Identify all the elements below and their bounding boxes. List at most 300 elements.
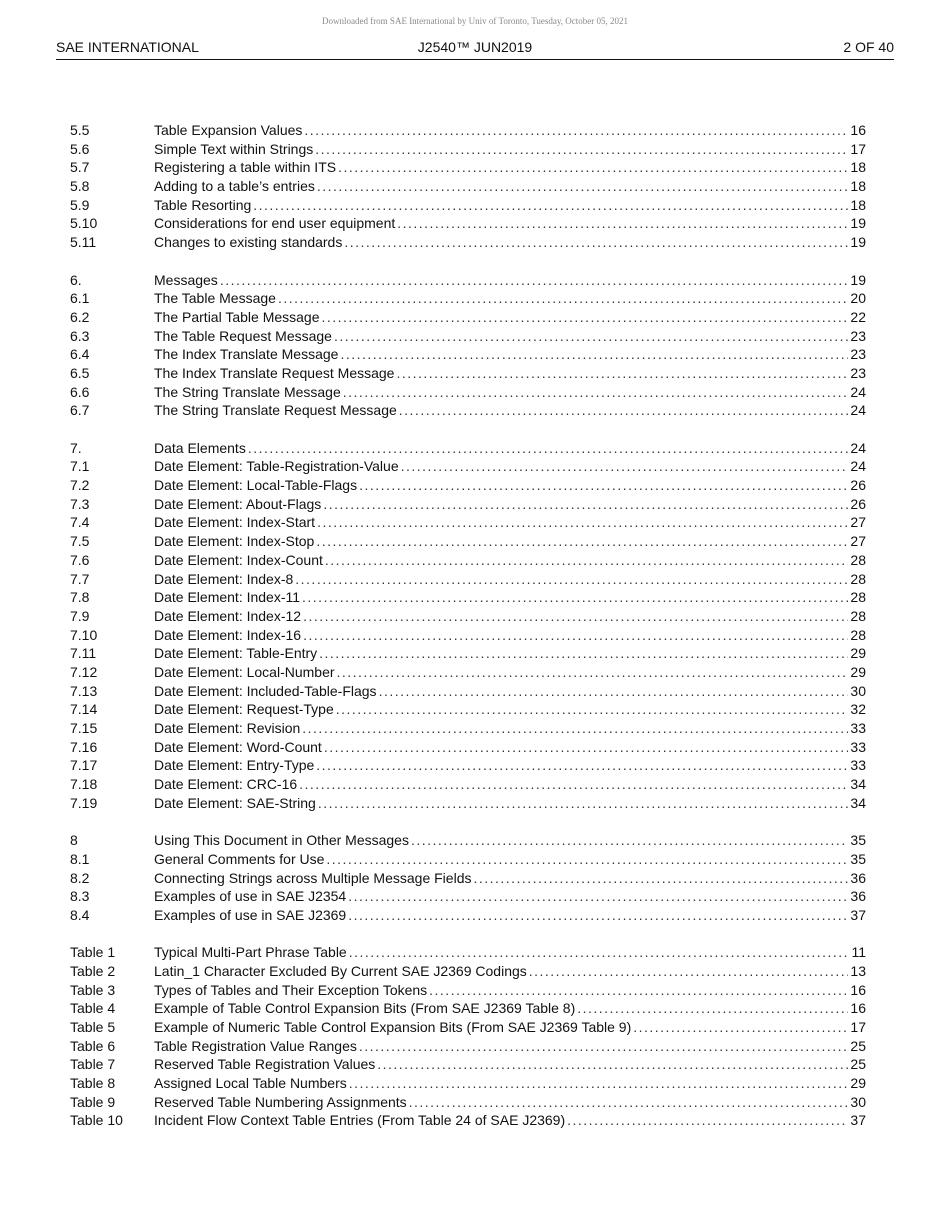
toc-entry-page: 26 [850, 495, 866, 512]
toc-entry[interactable] [70, 887, 866, 906]
toc-leader-dots [315, 140, 848, 159]
toc-entry-page: 20 [850, 290, 866, 307]
toc-entry-number: Table 10 [70, 1112, 123, 1129]
toc-entry-title: Date Element: Revision [154, 720, 301, 736]
header-page-number: 2 OF 40 [843, 39, 894, 55]
toc-entry-number: 7.2 [70, 477, 90, 494]
toc-entry[interactable] [70, 345, 866, 364]
toc-leader-dots [319, 644, 848, 663]
toc-entry[interactable] [70, 457, 866, 476]
toc-entry-page: 24 [850, 383, 866, 400]
toc-entry-page: 26 [850, 477, 866, 494]
toc-entry-page: 30 [850, 1093, 866, 1110]
toc-entry[interactable] [70, 439, 866, 458]
toc-entry[interactable] [70, 850, 866, 869]
toc-entry-title: Date Element: Included-Table-Flags [154, 682, 377, 699]
toc-entry-title: Typical Multi-Part Phrase Table [154, 944, 347, 961]
toc-leader-dots [359, 1037, 849, 1056]
toc-entry[interactable] [70, 308, 866, 327]
toc-entry-number: Table 2 [70, 962, 116, 979]
toc-entry-title: Assigned Local Table Numbers [154, 1075, 347, 1092]
toc-entry-number: 7.9 [70, 607, 90, 624]
toc-leader-dots [295, 570, 848, 589]
toc-section [70, 271, 866, 421]
toc-leader-dots [409, 1093, 849, 1112]
toc-leader-dots [303, 626, 848, 645]
toc-entry-line [154, 663, 866, 682]
toc-leader-dots [529, 962, 849, 981]
toc-entry-page: 27 [850, 514, 866, 531]
toc-entry-line [154, 626, 866, 645]
toc-entry-number: 7.16 [70, 738, 98, 755]
toc-entry-line [154, 364, 866, 383]
toc-entry-number: 6.3 [70, 327, 90, 344]
toc-leader-dots [316, 756, 848, 775]
toc-entry-line [154, 906, 866, 925]
toc-entry-page: 24 [850, 458, 866, 475]
toc-entry[interactable] [70, 626, 866, 645]
toc-entry-title: Date Element: Table-Entry [154, 645, 318, 662]
toc-entry[interactable] [70, 775, 866, 794]
toc-entry-line [154, 831, 866, 850]
toc-leader-dots [323, 495, 848, 514]
toc-entry-page: 34 [850, 776, 866, 793]
toc-entry-line [154, 943, 866, 962]
toc-entry-title: The Index Translate Message [154, 346, 339, 363]
toc-entry-line [154, 327, 866, 346]
toc-leader-dots [338, 158, 848, 177]
toc-entry-page: 23 [850, 346, 866, 363]
toc-entry-number: 8.4 [70, 906, 90, 923]
toc-entry-page: 17 [850, 140, 866, 157]
toc-entry-line [154, 308, 866, 327]
toc-entry-line [154, 158, 866, 177]
toc-entry-title: Date Element: Index-8 [154, 570, 294, 587]
toc-entry-page: 18 [850, 159, 866, 176]
toc-leader-dots [326, 850, 848, 869]
toc-entry[interactable] [70, 588, 866, 607]
toc-entry-line [154, 719, 866, 738]
toc-entry-title: Date Element: Word-Count [154, 738, 322, 755]
toc-entry[interactable] [70, 756, 866, 775]
toc-entry[interactable] [70, 401, 866, 420]
toc-leader-dots [396, 364, 848, 383]
toc-entry-title: The String Translate Request Message [154, 402, 397, 419]
toc-entry-number: Table 1 [70, 944, 116, 961]
toc-leader-dots [303, 607, 848, 626]
toc-entry-line [154, 1037, 866, 1056]
toc-entry[interactable] [70, 607, 866, 626]
toc-entry-page: 23 [850, 327, 866, 344]
toc-leader-dots [317, 513, 848, 532]
toc-entry-page: 37 [850, 1112, 866, 1129]
toc-leader-dots [324, 738, 849, 757]
toc-entry-line [154, 439, 866, 458]
toc-entry-page: 35 [850, 832, 866, 849]
toc-entry[interactable] [70, 981, 866, 1000]
toc-entry-title: Table Registration Value Ranges [154, 1037, 357, 1054]
toc-entry-number: 6. [70, 271, 82, 288]
toc-entry[interactable] [70, 794, 866, 813]
toc-entry-line [154, 700, 866, 719]
toc-section [70, 439, 866, 813]
toc-leader-dots [337, 663, 849, 682]
toc-entry[interactable] [70, 1074, 866, 1093]
toc-entry-number: 7.4 [70, 514, 90, 531]
toc-entry[interactable] [70, 644, 866, 663]
toc-entry-page: 28 [850, 607, 866, 624]
toc-entry-page: 33 [850, 738, 866, 755]
toc-entry-title: The Index Translate Request Message [154, 364, 395, 381]
toc-leader-dots [318, 794, 849, 813]
toc-entry-page: 28 [850, 570, 866, 587]
toc-entry[interactable] [70, 1055, 866, 1074]
toc-entry-line [154, 532, 866, 551]
toc-entry[interactable] [70, 177, 866, 196]
toc-entry-title: Reserved Table Registration Values [154, 1056, 376, 1073]
toc-entry-line [154, 1111, 866, 1130]
toc-entry-number: 5.11 [70, 234, 97, 251]
toc-entry[interactable] [70, 999, 866, 1018]
toc-entry-number: 5.10 [70, 215, 98, 232]
toc-entry-title: Examples of use in SAE J2354 [154, 888, 347, 905]
toc-entry-number: 7.19 [70, 794, 98, 811]
toc-entry-title: Adding to a table’s entries [154, 178, 315, 195]
toc-entry-line [154, 383, 866, 402]
toc-entry-number: 7. [70, 439, 82, 456]
toc-entry-line [154, 644, 866, 663]
toc-entry-title: The String Translate Message [154, 383, 341, 400]
toc-entry-page: 29 [850, 1075, 866, 1092]
toc-entry-number: 7.15 [70, 720, 98, 736]
toc-entry-line [154, 551, 866, 570]
toc-entry[interactable] [70, 532, 866, 551]
toc-entry[interactable] [70, 831, 866, 850]
toc-entry-title: Date Element: Index-Count [154, 551, 323, 568]
toc-leader-dots [377, 1055, 848, 1074]
toc-entry-page: 16 [850, 1000, 866, 1017]
toc-entry-title: Date Element: Table-Registration-Value [154, 458, 399, 475]
toc-entry-line [154, 682, 866, 701]
toc-entry-number: 7.10 [70, 626, 98, 643]
toc-entry[interactable] [70, 570, 866, 589]
toc-entry-number: 8.3 [70, 888, 90, 905]
toc-entry-title: Date Element: CRC-16 [154, 776, 298, 793]
toc-entry-title: Date Element: Index-Stop [154, 533, 315, 550]
toc-entry-line [154, 794, 866, 813]
toc-entry[interactable] [70, 271, 866, 290]
toc-entry-number: Table 5 [70, 1019, 116, 1035]
toc-entry-title: Date Element: Entry-Type [154, 757, 315, 774]
toc-entry-page: 22 [850, 308, 866, 325]
toc-entry-number: 5.9 [70, 196, 90, 213]
toc-entry-title: Example of Table Control Expansion Bits (From SAE J2369 Table 8) [154, 1000, 576, 1017]
toc-entry-number: 6.7 [70, 402, 90, 419]
toc-entry-title: Connecting Strings across Multiple Message Fields [154, 869, 472, 886]
toc-entry-page: 33 [850, 757, 866, 774]
toc-leader-dots [473, 869, 848, 888]
toc-entry-title: Date Element: Index-11 [154, 589, 301, 606]
toc-entry[interactable] [70, 196, 866, 215]
toc-entry-title: Reserved Table Numbering Assignments [154, 1093, 407, 1110]
toc-entry-line [154, 121, 866, 140]
toc-entry-page: 17 [850, 1019, 866, 1035]
toc-entry-line [154, 607, 866, 626]
toc-entry-number: Table 3 [70, 981, 116, 998]
toc-entry-number: Table 7 [70, 1056, 116, 1073]
toc-entry-number: 7.3 [70, 495, 90, 512]
toc-entry[interactable] [70, 738, 866, 757]
toc-entry-page: 25 [850, 1056, 866, 1073]
toc-entry-line [154, 1055, 866, 1074]
toc-entry[interactable] [70, 383, 866, 402]
toc-entry-number: 6.2 [70, 308, 90, 325]
toc-entry-number: 7.14 [70, 701, 98, 718]
toc-entry-page: 36 [850, 888, 866, 905]
toc-entry-title: Example of Numeric Table Control Expansion Bits (From SAE J2369 Table 9) [154, 1019, 632, 1035]
toc-section [70, 831, 866, 924]
toc-entry[interactable] [70, 233, 866, 252]
toc-leader-dots [253, 196, 848, 215]
toc-entry-title: Date Element: Local-Number [154, 663, 335, 680]
toc-entry-number: Table 8 [70, 1075, 116, 1092]
toc-entry-number: 8.1 [70, 850, 90, 867]
toc-entry-line [154, 887, 866, 906]
toc-entry[interactable] [70, 327, 866, 346]
toc-entry[interactable] [70, 476, 866, 495]
toc-entry-number: 5.6 [70, 140, 90, 157]
toc-leader-dots [278, 289, 848, 308]
toc-entry-line [154, 570, 866, 589]
toc-entry[interactable] [70, 140, 866, 159]
toc-entry-title: Using This Document in Other Messages [154, 832, 409, 849]
toc-entry-number: Table 4 [70, 1000, 116, 1017]
toc-entry[interactable] [70, 364, 866, 383]
toc-leader-dots [317, 177, 849, 196]
toc-entry-number: 7.12 [70, 663, 98, 680]
toc-entry[interactable] [70, 513, 866, 532]
toc-entry-line [154, 233, 866, 252]
toc-entry-number: 7.11 [70, 645, 97, 662]
toc-entry-page: 25 [850, 1037, 866, 1054]
toc-entry-page: 11 [851, 944, 866, 961]
toc-entry-title: Examples of use in SAE J2369 [154, 906, 347, 923]
toc-entry-number: 7.13 [70, 682, 98, 699]
toc-entry-number: 6.6 [70, 383, 90, 400]
toc-entry-number: 5.8 [70, 178, 90, 195]
toc-entry[interactable] [70, 719, 866, 738]
toc-entry-page: 34 [850, 794, 866, 811]
toc-entry-number: 8 [70, 832, 78, 849]
toc-entry[interactable] [70, 495, 866, 514]
toc-entry-line [154, 140, 866, 159]
toc-entry-number: 6.4 [70, 346, 90, 363]
toc-entry-title: Date Element: Index-Start [154, 514, 316, 531]
toc-entry-line [154, 1093, 866, 1112]
toc-entry[interactable] [70, 551, 866, 570]
toc-entry-page: 19 [850, 215, 866, 232]
toc-entry-title: Table Resorting [154, 196, 252, 213]
toc-entry-number: Table 9 [70, 1093, 116, 1110]
toc-leader-dots [322, 308, 849, 327]
toc-entry-page: 16 [850, 122, 866, 138]
table-of-contents [70, 121, 866, 1149]
toc-entry-line [154, 588, 866, 607]
toc-section [70, 121, 866, 252]
toc-entry[interactable] [70, 214, 866, 233]
toc-entry-title: The Table Message [154, 290, 276, 307]
toc-entry-page: 24 [850, 402, 866, 419]
toc-entry-page: 35 [850, 850, 866, 867]
toc-entry[interactable] [70, 700, 866, 719]
toc-entry-title: General Comments for Use [154, 850, 325, 867]
toc-entry-line [154, 513, 866, 532]
toc-entry-title: Date Element: Index-12 [154, 607, 302, 624]
toc-entry[interactable] [70, 682, 866, 701]
toc-entry-page: 36 [850, 869, 866, 886]
header-organization: SAE INTERNATIONAL [56, 39, 199, 55]
toc-entry[interactable] [70, 962, 866, 981]
page-header [56, 37, 894, 60]
toc-entry[interactable] [70, 1093, 866, 1112]
toc-entry-page: 29 [850, 663, 866, 680]
toc-entry-line [154, 271, 866, 290]
toc-entry-line [154, 196, 866, 215]
toc-entry-number: Table 6 [70, 1037, 116, 1054]
toc-leader-dots [633, 1018, 848, 1037]
download-watermark: Downloaded from SAE International by Univ of Toronto, Tuesday, October 05, 2021 [321, 16, 629, 26]
toc-entry-number: 7.6 [70, 551, 90, 568]
toc-entry-title: Simple Text within Strings [154, 140, 314, 157]
toc-leader-dots [340, 345, 848, 364]
toc-leader-dots [359, 476, 848, 495]
toc-entry[interactable] [70, 289, 866, 308]
toc-leader-dots [344, 233, 848, 252]
toc-leader-dots [401, 457, 849, 476]
toc-entry-page: 28 [850, 626, 866, 643]
toc-entry-page: 29 [850, 645, 866, 662]
toc-entry-title: Table Expansion Values [154, 122, 303, 138]
toc-entry[interactable] [70, 943, 866, 962]
toc-entry-line [154, 850, 866, 869]
toc-entry-line [154, 756, 866, 775]
toc-entry-title: Date Element: SAE-String [154, 794, 316, 811]
toc-entry-line [154, 1074, 866, 1093]
toc-entry-title: Latin_1 Character Excluded By Current SAE J2369 Codings [154, 962, 527, 979]
toc-entry-title: Types of Tables and Their Exception Tokens [154, 981, 428, 998]
toc-entry-number: 6.1 [70, 290, 90, 307]
toc-entry-page: 19 [850, 234, 866, 251]
toc-entry-line [154, 177, 866, 196]
toc-leader-dots [220, 271, 849, 290]
toc-leader-dots [397, 214, 848, 233]
toc-entry-title: The Partial Table Message [154, 308, 320, 325]
toc-entry-page: 18 [850, 178, 866, 195]
toc-entry-page: 32 [850, 701, 866, 718]
toc-leader-dots [429, 981, 848, 1000]
toc-entry-number: 8.2 [70, 869, 90, 886]
toc-leader-dots [334, 327, 848, 346]
toc-entry-page: 33 [850, 720, 866, 736]
toc-leader-dots [349, 1074, 849, 1093]
toc-leader-dots [248, 439, 849, 458]
toc-entry[interactable] [70, 1037, 866, 1056]
toc-leader-dots [325, 551, 849, 570]
toc-entry-line [154, 962, 866, 981]
toc-entry-number: 7.5 [70, 533, 90, 550]
toc-entry-line [154, 495, 866, 514]
toc-entry-number: 5.7 [70, 159, 90, 176]
toc-entry-title: Data Elements [154, 439, 246, 456]
toc-entry-line [154, 214, 866, 233]
toc-entry-number: 7.8 [70, 589, 90, 606]
toc-entry-number: 7.7 [70, 570, 90, 587]
toc-entry-line [154, 738, 866, 757]
toc-entry-line [154, 476, 866, 495]
toc-entry-number: 7.17 [70, 757, 98, 774]
toc-entry-title: Considerations for end user equipment [154, 215, 396, 232]
toc-leader-dots [577, 999, 848, 1018]
toc-entry-number: 5.5 [70, 122, 90, 138]
toc-entry[interactable] [70, 906, 866, 925]
toc-entry-line [154, 457, 866, 476]
toc-leader-dots [348, 887, 848, 906]
toc-entry-page: 28 [850, 551, 866, 568]
toc-leader-dots [379, 682, 849, 701]
toc-leader-dots [348, 906, 848, 925]
toc-entry-line [154, 775, 866, 794]
toc-entry-page: 27 [850, 533, 866, 550]
toc-entry-line [154, 289, 866, 308]
toc-leader-dots [567, 1111, 848, 1130]
toc-entry-page: 24 [850, 439, 866, 456]
toc-leader-dots [302, 719, 848, 738]
toc-entry-page: 19 [850, 271, 866, 288]
toc-entry-number: 7.18 [70, 776, 98, 793]
toc-entry-page: 16 [850, 981, 866, 998]
toc-entry[interactable] [70, 158, 866, 177]
toc-entry-line [154, 999, 866, 1018]
toc-entry-title: Date Element: Local-Table-Flags [154, 477, 358, 494]
toc-entry-line [154, 1018, 866, 1037]
toc-entry-line [154, 869, 866, 888]
toc-entry[interactable] [70, 1111, 866, 1130]
toc-entry-title: Changes to existing standards [154, 234, 343, 251]
toc-leader-dots [299, 775, 848, 794]
toc-entry-number: 7.1 [70, 458, 90, 475]
toc-entry-page: 28 [850, 589, 866, 606]
toc-entry-title: Registering a table within ITS [154, 159, 337, 176]
toc-leader-dots [343, 383, 849, 402]
toc-entry[interactable] [70, 121, 866, 140]
toc-entry-line [154, 345, 866, 364]
toc-leader-dots [316, 532, 848, 551]
toc-entry-title: Incident Flow Context Table Entries (From Table 24 of SAE J2369) [154, 1112, 566, 1129]
toc-entry[interactable] [70, 869, 866, 888]
toc-entry-page: 30 [850, 682, 866, 699]
toc-leader-dots [399, 401, 849, 420]
toc-entry-page: 37 [850, 906, 866, 923]
toc-entry-page: 13 [850, 962, 866, 979]
toc-entry[interactable] [70, 663, 866, 682]
toc-leader-dots [411, 831, 848, 850]
toc-entry-page: 18 [850, 196, 866, 213]
toc-entry-title: The Table Request Message [154, 327, 332, 344]
toc-entry[interactable] [70, 1018, 866, 1037]
toc-entry-title: Date Element: Index-16 [154, 626, 302, 643]
toc-leader-dots [336, 700, 849, 719]
toc-leader-dots [349, 943, 850, 962]
